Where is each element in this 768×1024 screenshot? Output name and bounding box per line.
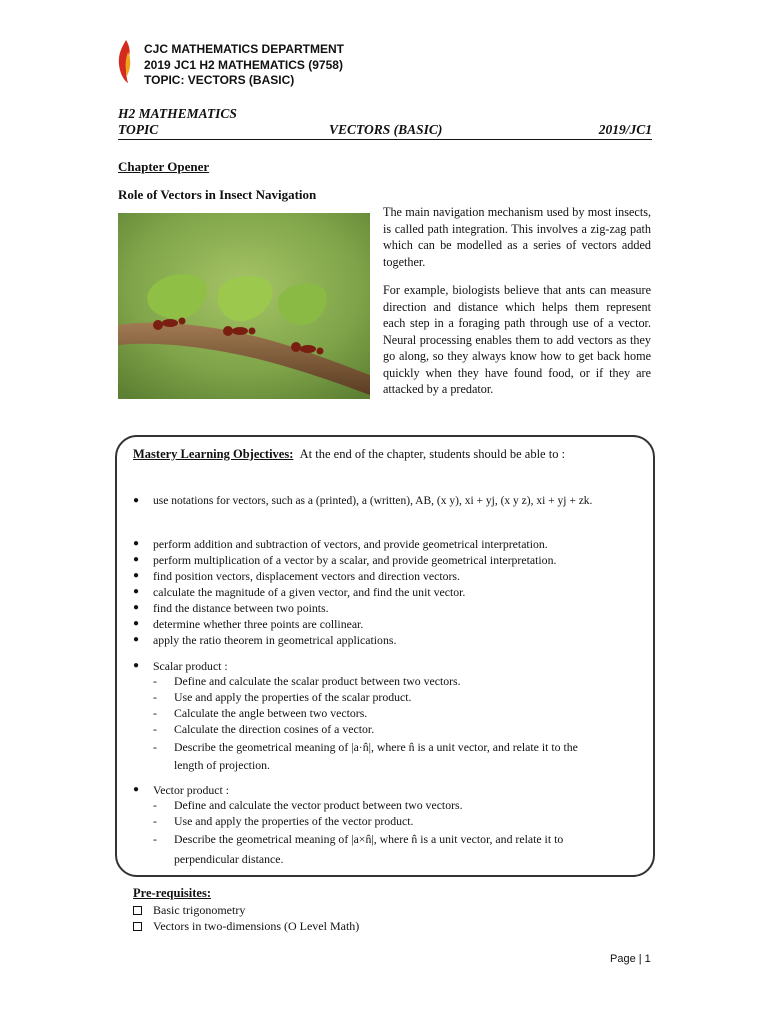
scalar-subitem-text: length of projection. bbox=[174, 758, 270, 772]
scalar-subitem-text: Define and calculate the scalar product between two vectors. bbox=[174, 674, 461, 688]
bullet-icon: ● bbox=[133, 554, 140, 565]
prerequisite-text: Vectors in two-dimensions (O Level Math) bbox=[153, 919, 360, 933]
topic-line: TOPIC: VECTORS (BASIC) bbox=[144, 73, 295, 87]
vector-subitem-text: Use and apply the properties of the vector product. bbox=[174, 814, 414, 828]
objectives-intro: At the end of the chapter, students should be able to : bbox=[299, 447, 566, 461]
bullet-icon: ● bbox=[133, 538, 140, 549]
ants-photo bbox=[118, 213, 370, 399]
year-class: 2019/JC1 bbox=[598, 122, 652, 137]
objective-item-text: find the distance between two points. bbox=[153, 601, 329, 615]
prerequisites-heading: Pre-requisites: bbox=[133, 886, 211, 900]
bullet-icon: ● bbox=[133, 634, 140, 645]
page-number: Page | 1 bbox=[610, 953, 651, 965]
objectives-heading: Mastery Learning Objectives: bbox=[133, 447, 294, 461]
vector-subitem-text: perpendicular distance. bbox=[174, 852, 284, 866]
course-code: 2019 JC1 H2 MATHEMATICS (9758) bbox=[144, 57, 343, 72]
college-logo-icon bbox=[116, 38, 136, 84]
checkbox-square-icon bbox=[133, 922, 142, 931]
bullet-icon: ● bbox=[133, 618, 140, 629]
bullet-icon: ● bbox=[133, 495, 140, 506]
paragraph-ant-navigation: For example, biologists believe that ants can measure direction and distance which helps them represent each step in a foraging path through use of a vector. Neural processing enables them to add vectors as they go along, so they always know how to get back home quickly when they have found food, or if they are attacked by a predator. bbox=[383, 283, 651, 396]
bullet-icon: ● bbox=[133, 570, 140, 581]
bullet-icon: ● bbox=[133, 586, 140, 597]
department-name: CJC MATHEMATICS DEPARTMENT bbox=[144, 42, 344, 56]
bullet-icon: ● bbox=[133, 784, 140, 795]
objective-notation-text: use notations for vectors, such as a (printed), a (written), AB, (x y), xi + yj, (x y z), xi + yj + zk. bbox=[153, 495, 593, 507]
topic-row bbox=[118, 122, 652, 140]
objective-item-text: perform multiplication of a vector by a scalar, and provide geometrical interpretation. bbox=[153, 553, 557, 567]
subject-title: H2 MATHEMATICS bbox=[118, 106, 237, 121]
document-title-block bbox=[118, 106, 652, 140]
prerequisite-text: Basic trigonometry bbox=[153, 903, 246, 917]
vector-heading-text: Vector product : bbox=[153, 783, 229, 797]
objectives-heading-line bbox=[133, 447, 565, 462]
scalar-subitem-text: Calculate the direction cosines of a vector. bbox=[174, 722, 375, 736]
objective-item-text: calculate the magnitude of a given vector, and find the unit vector. bbox=[153, 585, 466, 599]
topic-name: VECTORS (BASIC) bbox=[329, 122, 443, 137]
objective-item-text: determine whether three points are collinear. bbox=[153, 617, 364, 631]
scalar-subitem-text: Describe the geometrical meaning of |a·n̂|, where n̂ is a unit vector, and relate it to the bbox=[174, 740, 578, 754]
scalar-subitem-text: Use and apply the properties of the scalar product. bbox=[174, 690, 412, 704]
section-title: Role of Vectors in Insect Navigation bbox=[118, 187, 317, 202]
objective-item-text: find position vectors, displacement vectors and direction vectors. bbox=[153, 569, 460, 583]
bullet-icon: ● bbox=[133, 660, 140, 671]
topic-label: TOPIC bbox=[118, 122, 159, 137]
scalar-subitem-text: Calculate the angle between two vectors. bbox=[174, 706, 368, 720]
checkbox-square-icon bbox=[133, 906, 142, 915]
vector-subitem-text: Define and calculate the vector product between two vectors. bbox=[174, 798, 463, 812]
paragraph-path-integration: The main navigation mechanism used by most insects, is called path integration. This involves a zig-zag path which can be modelled as a series of vectors added together. bbox=[383, 205, 651, 269]
objective-item-text: apply the ratio theorem in geometrical applications. bbox=[153, 633, 397, 647]
scalar-heading-text: Scalar product : bbox=[153, 659, 228, 673]
bullet-icon: ● bbox=[133, 602, 140, 613]
objective-item-text: perform addition and subtraction of vectors, and provide geometrical interpretation. bbox=[153, 537, 548, 551]
department-header bbox=[144, 42, 344, 89]
vector-subitem-text: Describe the geometrical meaning of |a×n̂|, where n̂ is a unit vector, and relate it to bbox=[174, 832, 564, 846]
chapter-opener-heading: Chapter Opener bbox=[118, 159, 210, 174]
